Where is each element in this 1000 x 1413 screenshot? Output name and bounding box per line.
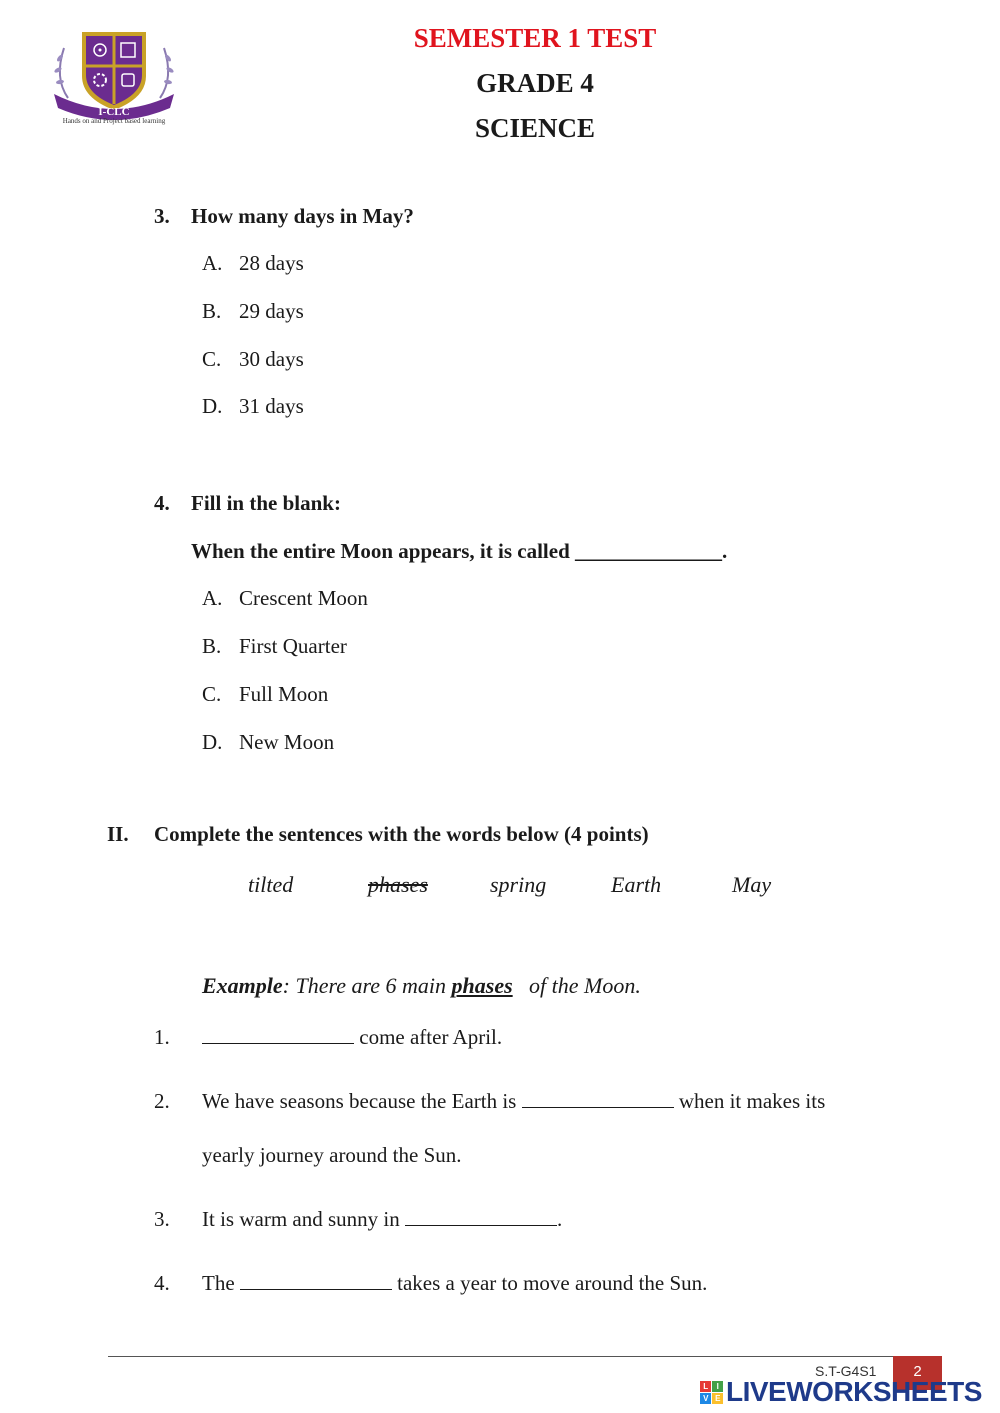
- answer-blank-3[interactable]: [405, 1208, 557, 1226]
- answer-blank-4[interactable]: [240, 1272, 392, 1290]
- example-sentence: Example: There are 6 main phases of the Moon.: [202, 973, 641, 998]
- section-numeral: II.: [107, 822, 129, 846]
- liveworksheets-watermark: [700, 1376, 982, 1408]
- question-number: 3.: [154, 204, 170, 228]
- word-bank-phases[interactable]: phases: [368, 872, 428, 897]
- question-3: [154, 204, 414, 229]
- q4-prompt: When the entire Moon appears, it is called ______________.: [191, 539, 728, 563]
- q3-option-d[interactable]: D. 31 days: [202, 394, 304, 418]
- question-text: Fill in the blank:: [191, 491, 341, 515]
- footer-code: S.T-G4S1: [815, 1363, 877, 1379]
- sentence-1: 1. come after April.: [154, 1025, 503, 1049]
- test-title: SEMESTER 1 TEST: [413, 23, 657, 53]
- answer-blank-2[interactable]: [522, 1090, 674, 1108]
- section-2-heading: [107, 822, 649, 847]
- q3-option-c[interactable]: C. 30 days: [202, 347, 304, 371]
- sentence-2: 2. We have seasons because the Earth is when it makes its: [154, 1089, 826, 1113]
- svg-text:I-CLC: I-CLC: [98, 106, 130, 118]
- word-bank-may[interactable]: May: [732, 872, 772, 897]
- liveworksheets-logo-icon: L I V E: [700, 1381, 723, 1404]
- q4-option-a[interactable]: A. Crescent Moon: [202, 586, 368, 610]
- watermark-text: LIVEWORKSHEETS: [726, 1376, 982, 1407]
- page-number: 2: [893, 1356, 942, 1390]
- footer-divider: [108, 1356, 942, 1357]
- word-bank-earth[interactable]: Earth: [611, 872, 662, 897]
- logo-tagline: Hands on and Project based learning: [62, 117, 166, 125]
- question-text: How many days in May?: [191, 204, 414, 228]
- question-4: [154, 491, 341, 516]
- subject-heading: SCIENCE: [474, 113, 596, 143]
- sentence-2-continued: yearly journey around the Sun.: [202, 1143, 462, 1167]
- q3-option-b[interactable]: B. 29 days: [202, 299, 304, 323]
- word-bank-spring[interactable]: spring: [490, 872, 547, 897]
- word-bank-tilted[interactable]: tilted: [248, 872, 294, 897]
- q4-option-d[interactable]: D. New Moon: [202, 730, 335, 754]
- answer-blank-1[interactable]: [202, 1026, 354, 1044]
- grade-heading: GRADE 4: [476, 68, 594, 98]
- q4-option-c[interactable]: C. Full Moon: [202, 682, 329, 706]
- sentence-3: 3. It is warm and sunny in .: [154, 1207, 563, 1231]
- q3-option-a[interactable]: A. 28 days: [202, 251, 304, 275]
- sentence-4: 4. The takes a year to move around the Sun.: [154, 1271, 708, 1295]
- section-heading-text: Complete the sentences with the words below (4 points): [154, 822, 649, 846]
- question-number: 4.: [154, 491, 170, 515]
- example-label: Example: [202, 973, 283, 998]
- example-answer: phases: [451, 973, 513, 998]
- q4-option-b[interactable]: B. First Quarter: [202, 634, 347, 658]
